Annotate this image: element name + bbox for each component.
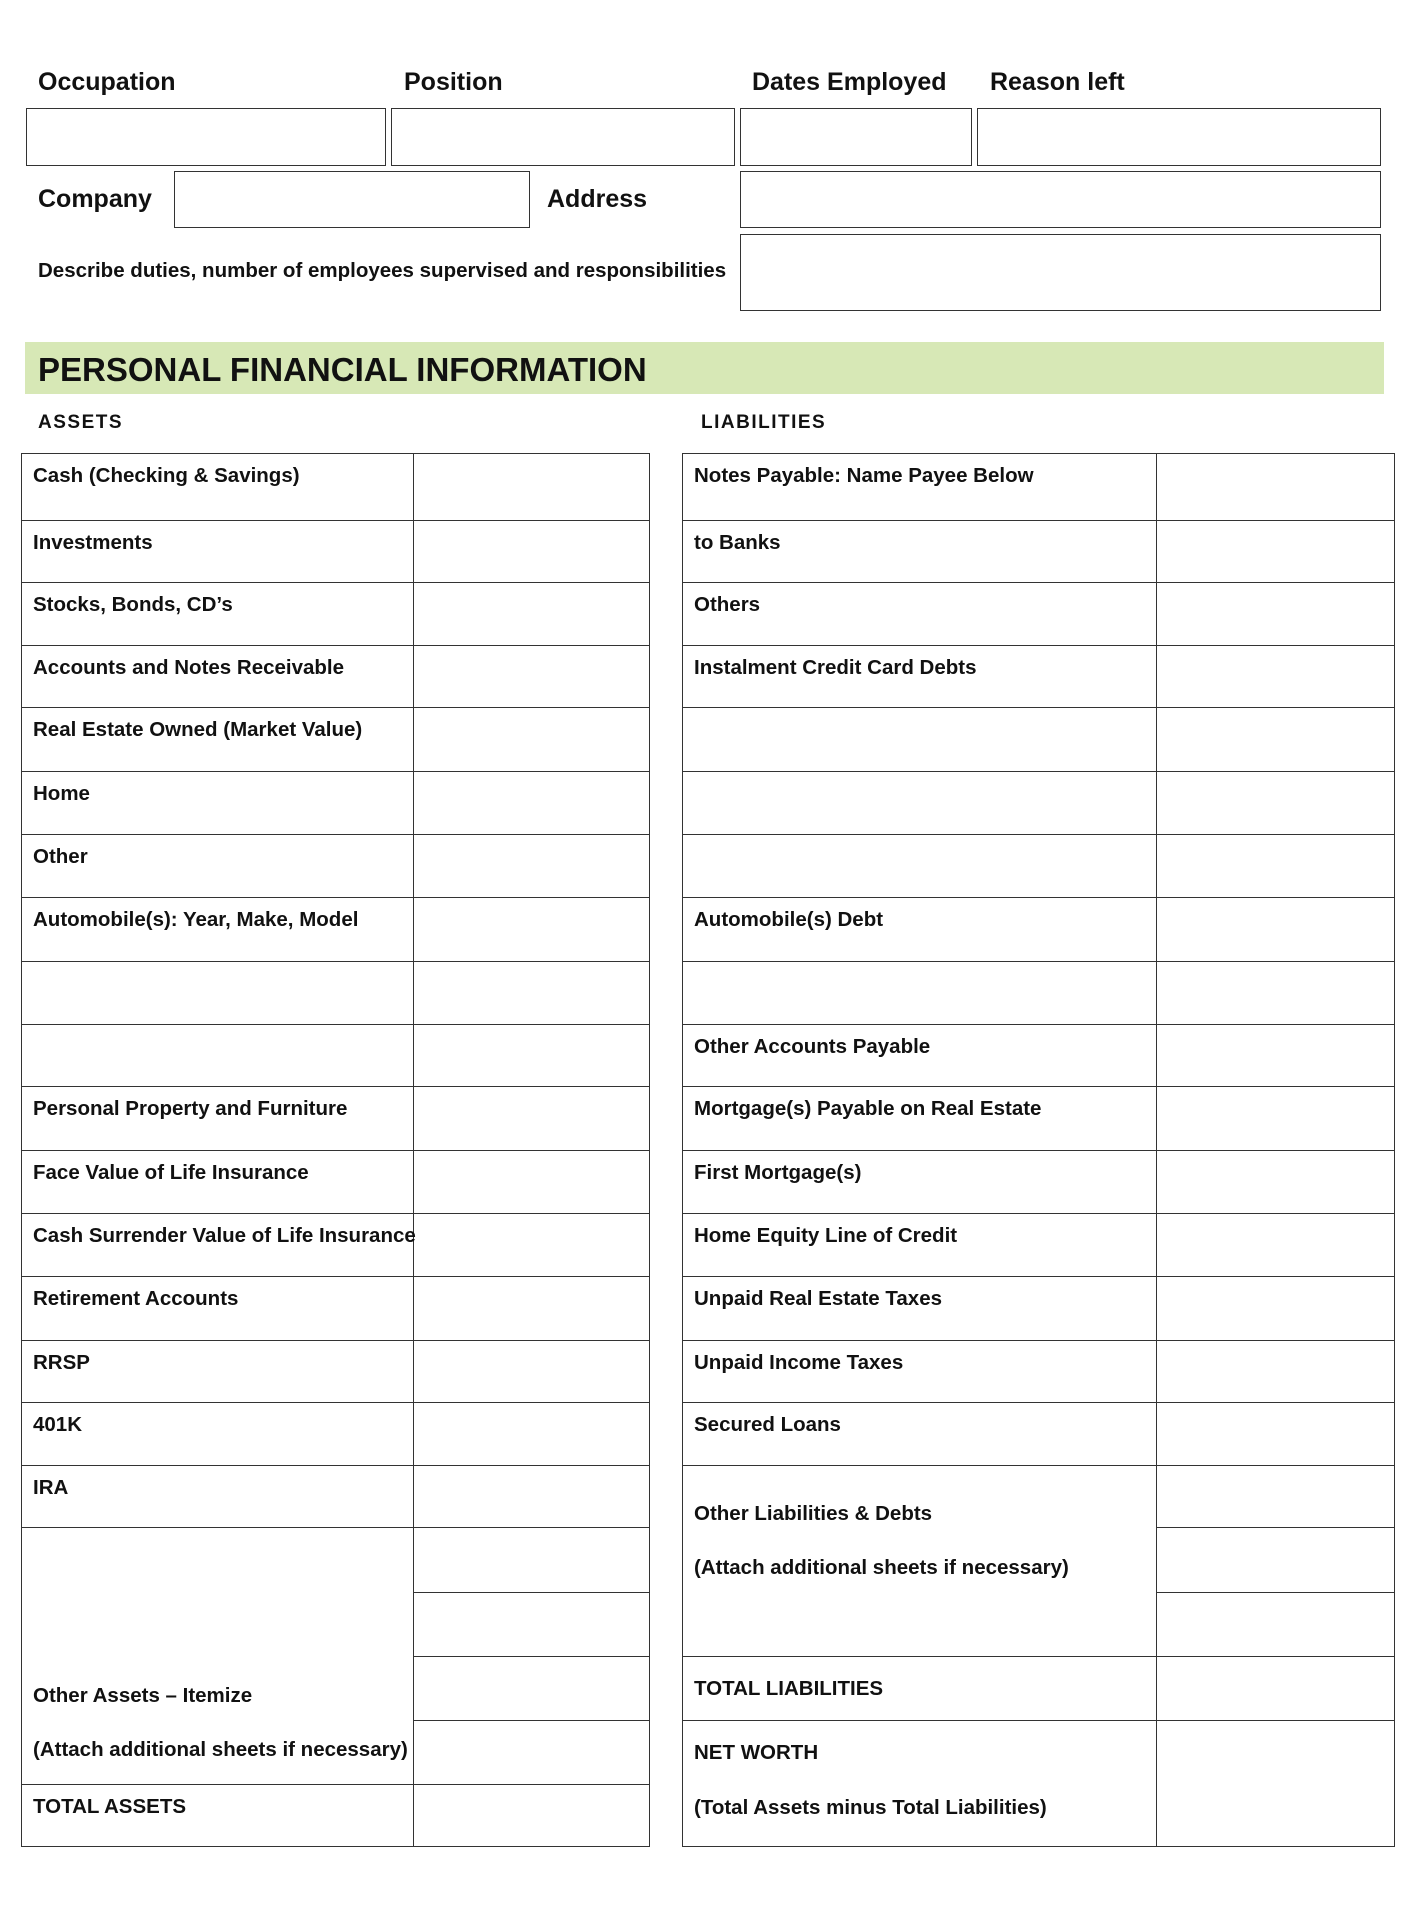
duties-label: Describe duties, number of employees supervised and responsibilities: [38, 259, 727, 282]
liability-value-field[interactable]: [1157, 1087, 1395, 1151]
asset-value-field[interactable]: [414, 1151, 650, 1214]
asset-row-label: Face Value of Life Insurance: [22, 1151, 414, 1214]
liability-value-field[interactable]: [1157, 1151, 1395, 1214]
liability-row-label: Home Equity Line of Credit: [683, 1214, 1157, 1277]
liability-row-label[interactable]: [683, 708, 1157, 772]
liability-row-label: First Mortgage(s): [683, 1151, 1157, 1214]
dates-employed-label: Dates Employed: [752, 68, 947, 96]
occupation-field[interactable]: [26, 108, 386, 166]
asset-row-label: Investments: [22, 521, 414, 583]
asset-value-field[interactable]: [414, 646, 650, 708]
asset-value-field[interactable]: [414, 583, 650, 646]
dates-employed-field[interactable]: [740, 108, 972, 166]
asset-value-field[interactable]: [414, 708, 650, 772]
liability-value-field[interactable]: [1157, 898, 1395, 962]
reason-left-label: Reason left: [990, 68, 1125, 96]
asset-value-field[interactable]: [414, 962, 650, 1025]
asset-row-label: Personal Property and Furniture: [22, 1087, 414, 1151]
liability-row-label: Unpaid Income Taxes: [683, 1341, 1157, 1403]
other-liabilities-cell: [683, 1466, 1157, 1657]
address-label: Address: [547, 185, 648, 213]
liability-row-label: Unpaid Real Estate Taxes: [683, 1277, 1157, 1341]
section-header-bar: [25, 342, 1384, 394]
assets-table: [21, 453, 650, 1847]
other-liability-value-field[interactable]: [1157, 1593, 1395, 1657]
asset-row-label: Automobile(s): Year, Make, Model: [22, 898, 414, 962]
company-label: Company: [38, 185, 152, 213]
section-title: PERSONAL FINANCIAL INFORMATION: [38, 351, 647, 388]
liability-row-label: Secured Loans: [683, 1403, 1157, 1466]
asset-value-field[interactable]: [414, 835, 650, 898]
asset-value-field[interactable]: [414, 454, 650, 521]
liability-value-field[interactable]: [1157, 583, 1395, 646]
asset-value-field[interactable]: [414, 772, 650, 835]
liability-row-label: Instalment Credit Card Debts: [683, 646, 1157, 708]
liability-value-field[interactable]: [1157, 708, 1395, 772]
asset-row-label: Other: [22, 835, 414, 898]
assets-heading: ASSETS: [38, 412, 124, 433]
asset-row-label: Real Estate Owned (Market Value): [22, 708, 414, 772]
liabilities-table: [682, 453, 1395, 1847]
net-worth-field[interactable]: [1157, 1721, 1395, 1847]
asset-row-label[interactable]: [22, 1025, 414, 1087]
net-worth-label: NET WORTH: [694, 1741, 819, 1764]
asset-value-field[interactable]: [414, 898, 650, 962]
other-assets-note: (Attach additional sheets if necessary): [33, 1738, 408, 1761]
asset-row-label: Cash (Checking & Savings): [22, 454, 414, 521]
asset-value-field[interactable]: [414, 1025, 650, 1087]
liability-value-field[interactable]: [1157, 1277, 1395, 1341]
asset-row-label: 401K: [22, 1403, 414, 1466]
reason-left-field[interactable]: [977, 108, 1381, 166]
asset-value-field[interactable]: [414, 1341, 650, 1403]
asset-row-label: Stocks, Bonds, CD’s: [22, 583, 414, 646]
other-liabilities-label: Other Liabilities & Debts: [694, 1502, 933, 1525]
asset-row-label: Home: [22, 772, 414, 835]
liability-value-field[interactable]: [1157, 521, 1395, 583]
position-label: Position: [404, 68, 503, 96]
other-asset-value-field[interactable]: [414, 1593, 650, 1657]
liability-value-field[interactable]: [1157, 835, 1395, 898]
asset-value-field[interactable]: [414, 521, 650, 583]
asset-row-label: Retirement Accounts: [22, 1277, 414, 1341]
asset-value-field[interactable]: [414, 1403, 650, 1466]
occupation-label: Occupation: [38, 68, 176, 96]
asset-row-label[interactable]: [22, 962, 414, 1025]
liability-value-field[interactable]: [1157, 646, 1395, 708]
asset-row-label: IRA: [22, 1466, 414, 1528]
duties-field[interactable]: [740, 234, 1381, 311]
company-field[interactable]: [174, 171, 530, 228]
liability-row-label[interactable]: [683, 962, 1157, 1025]
liability-value-field[interactable]: [1157, 1403, 1395, 1466]
liability-row-label: to Banks: [683, 521, 1157, 583]
asset-row-label: Cash Surrender Value of Life Insurance: [22, 1214, 414, 1277]
liabilities-heading: LIABILITIES: [701, 412, 827, 433]
liability-row-label: Mortgage(s) Payable on Real Estate: [683, 1087, 1157, 1151]
total-assets-field[interactable]: [414, 1785, 650, 1847]
total-liabilities-label: TOTAL LIABILITIES: [683, 1657, 1157, 1721]
liability-row-label[interactable]: [683, 835, 1157, 898]
asset-value-field[interactable]: [414, 1214, 650, 1277]
liability-value-field[interactable]: [1157, 962, 1395, 1025]
liability-row-label: Notes Payable: Name Payee Below: [683, 454, 1157, 521]
other-liabilities-note: (Attach additional sheets if necessary): [694, 1556, 1069, 1579]
liability-value-field[interactable]: [1157, 1341, 1395, 1403]
asset-row-label: RRSP: [22, 1341, 414, 1403]
other-asset-value-field[interactable]: [414, 1528, 650, 1593]
other-assets-cell: [22, 1528, 414, 1785]
other-liability-value-field[interactable]: [1157, 1466, 1395, 1528]
asset-value-field[interactable]: [414, 1087, 650, 1151]
total-liabilities-field[interactable]: [1157, 1657, 1395, 1721]
liability-value-field[interactable]: [1157, 772, 1395, 835]
liability-row-label: Other Accounts Payable: [683, 1025, 1157, 1087]
address-field[interactable]: [740, 171, 1381, 228]
liability-value-field[interactable]: [1157, 454, 1395, 521]
net-worth-note: (Total Assets minus Total Liabilities): [694, 1796, 1047, 1819]
asset-value-field[interactable]: [414, 1277, 650, 1341]
total-assets-label: TOTAL ASSETS: [22, 1785, 414, 1847]
liability-value-field[interactable]: [1157, 1025, 1395, 1087]
liability-row-label: Automobile(s) Debt: [683, 898, 1157, 962]
other-asset-value-field[interactable]: [414, 1721, 650, 1785]
other-assets-label: Other Assets – Itemize: [33, 1684, 253, 1707]
position-field[interactable]: [391, 108, 735, 166]
other-asset-value-field[interactable]: [414, 1657, 650, 1721]
liability-row-label: Others: [683, 583, 1157, 646]
asset-value-field[interactable]: [414, 1466, 650, 1528]
liability-value-field[interactable]: [1157, 1214, 1395, 1277]
asset-row-label: Accounts and Notes Receivable: [22, 646, 414, 708]
liability-row-label[interactable]: [683, 772, 1157, 835]
other-liability-value-field[interactable]: [1157, 1528, 1395, 1593]
net-worth-cell: [683, 1721, 1157, 1847]
